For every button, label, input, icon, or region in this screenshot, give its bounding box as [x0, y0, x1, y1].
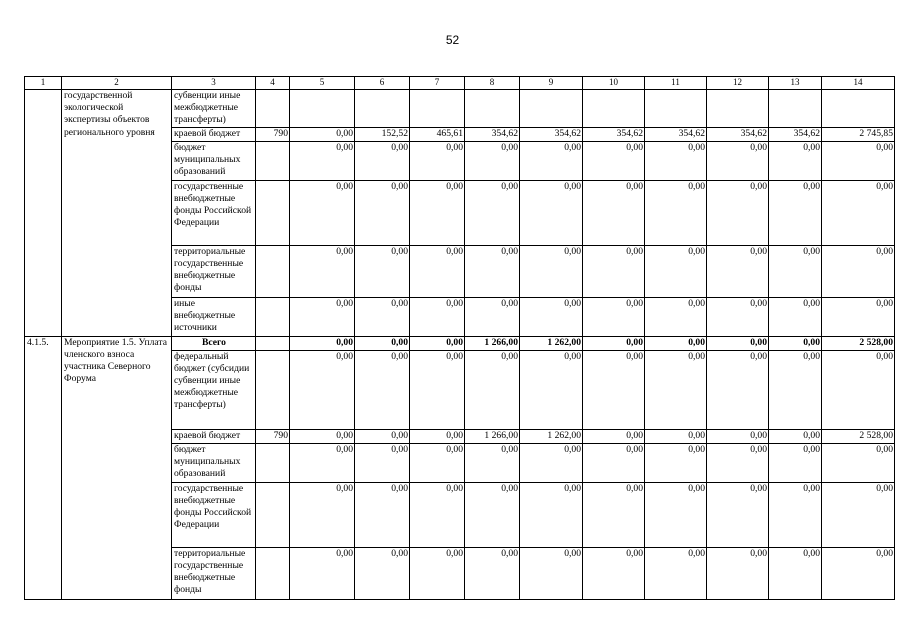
amount-cell: 0,00	[520, 350, 583, 429]
amount-cell: 0,00	[707, 297, 769, 336]
amount-cell: 1 262,00	[520, 429, 583, 443]
amount-cell: 354,62	[520, 127, 583, 141]
amount-cell: 0,00	[583, 350, 645, 429]
item-number-cell	[25, 90, 62, 337]
amount-cell: 0,00	[645, 350, 707, 429]
amount-cell: 0,00	[645, 297, 707, 336]
amount-cell	[465, 90, 520, 128]
amount-cell: 354,62	[583, 127, 645, 141]
budget-code-cell: 790	[256, 429, 290, 443]
funding-source-cell: территориальные государственные внебюджетные фонды	[172, 547, 256, 599]
amount-cell: 0,00	[465, 482, 520, 547]
amount-cell: 0,00	[583, 547, 645, 599]
amount-cell: 0,00	[290, 429, 355, 443]
column-header-11: 11	[645, 77, 707, 90]
funding-source-cell: государственные внебюджетные фонды Российской Федерации	[172, 482, 256, 547]
budget-code-cell	[256, 443, 290, 482]
funding-source-cell: краевой бюджет	[172, 127, 256, 141]
column-header-13: 13	[769, 77, 822, 90]
amount-cell: 0,00	[769, 180, 822, 245]
amount-cell: 0,00	[707, 443, 769, 482]
amount-cell: 0,00	[583, 482, 645, 547]
amount-cell: 0,00	[583, 245, 645, 297]
amount-cell: 0,00	[645, 443, 707, 482]
amount-cell	[769, 90, 822, 128]
amount-cell: 0,00	[410, 547, 465, 599]
amount-cell	[520, 90, 583, 128]
budget-code-cell: 790	[256, 127, 290, 141]
amount-cell: 0,00	[769, 482, 822, 547]
amount-cell: 0,00	[822, 180, 895, 245]
amount-cell: 0,00	[707, 141, 769, 180]
amount-cell: 0,00	[520, 482, 583, 547]
amount-cell: 0,00	[769, 429, 822, 443]
amount-cell: 0,00	[465, 297, 520, 336]
amount-cell: 0,00	[465, 547, 520, 599]
budget-code-cell	[256, 180, 290, 245]
amount-cell: 0,00	[822, 141, 895, 180]
amount-cell: 0,00	[410, 429, 465, 443]
amount-cell: 0,00	[822, 297, 895, 336]
budget-code-cell	[256, 90, 290, 128]
amount-cell: 0,00	[410, 141, 465, 180]
amount-cell	[355, 90, 410, 128]
amount-cell: 0,00	[769, 336, 822, 350]
funding-source-cell: территориальные государственные внебюджетные фонды	[172, 245, 256, 297]
amount-cell: 0,00	[769, 350, 822, 429]
column-header-4: 4	[256, 77, 290, 90]
funding-source-cell: федеральный бюджет (субсидии субвенции иные межбюджетные трансферты)	[172, 350, 256, 429]
amount-cell: 0,00	[465, 350, 520, 429]
funding-source-cell: Всего	[172, 336, 256, 350]
amount-cell: 0,00	[822, 443, 895, 482]
amount-cell: 0,00	[410, 180, 465, 245]
amount-cell: 0,00	[410, 482, 465, 547]
amount-cell: 0,00	[290, 297, 355, 336]
amount-cell: 0,00	[645, 245, 707, 297]
amount-cell: 354,62	[465, 127, 520, 141]
table-row	[25, 90, 895, 128]
amount-cell: 0,00	[822, 482, 895, 547]
amount-cell: 0,00	[355, 297, 410, 336]
table-row	[25, 336, 895, 350]
amount-cell: 0,00	[290, 127, 355, 141]
funding-source-cell: иные внебюджетные источники	[172, 297, 256, 336]
amount-cell: 0,00	[583, 297, 645, 336]
column-header-12: 12	[707, 77, 769, 90]
amount-cell: 0,00	[645, 180, 707, 245]
amount-cell: 0,00	[290, 350, 355, 429]
amount-cell: 0,00	[520, 245, 583, 297]
column-header-7: 7	[410, 77, 465, 90]
amount-cell: 0,00	[645, 429, 707, 443]
amount-cell: 0,00	[707, 336, 769, 350]
amount-cell: 0,00	[583, 336, 645, 350]
funding-source-cell: субвенции иные межбюджетные трансферты)	[172, 90, 256, 128]
amount-cell: 2 528,00	[822, 336, 895, 350]
budget-table	[24, 76, 895, 600]
amount-cell: 0,00	[465, 141, 520, 180]
amount-cell: 0,00	[355, 141, 410, 180]
amount-cell: 0,00	[707, 482, 769, 547]
funding-source-cell: краевой бюджет	[172, 429, 256, 443]
amount-cell: 0,00	[645, 141, 707, 180]
amount-cell: 0,00	[290, 180, 355, 245]
budget-code-cell	[256, 336, 290, 350]
funding-source-cell: бюджет муниципальных образований	[172, 141, 256, 180]
item-name-cell: государственной экологической экспертизы объектов регионального уровня	[62, 90, 172, 337]
amount-cell: 354,62	[707, 127, 769, 141]
amount-cell: 0,00	[290, 245, 355, 297]
amount-cell: 0,00	[290, 443, 355, 482]
amount-cell: 0,00	[645, 336, 707, 350]
amount-cell	[290, 90, 355, 128]
column-header-9: 9	[520, 77, 583, 90]
amount-cell: 0,00	[355, 245, 410, 297]
budget-code-cell	[256, 245, 290, 297]
amount-cell	[410, 90, 465, 128]
amount-cell: 0,00	[410, 350, 465, 429]
amount-cell: 0,00	[410, 443, 465, 482]
amount-cell: 1 262,00	[520, 336, 583, 350]
amount-cell: 0,00	[290, 547, 355, 599]
budget-code-cell	[256, 547, 290, 599]
amount-cell: 0,00	[520, 297, 583, 336]
amount-cell: 0,00	[822, 245, 895, 297]
amount-cell: 0,00	[355, 336, 410, 350]
amount-cell: 0,00	[707, 245, 769, 297]
amount-cell: 0,00	[290, 141, 355, 180]
amount-cell: 0,00	[645, 482, 707, 547]
amount-cell: 0,00	[769, 297, 822, 336]
funding-source-cell: государственные внебюджетные фонды Российской Федерации	[172, 180, 256, 245]
column-header-6: 6	[355, 77, 410, 90]
page-number: 52	[445, 33, 460, 47]
budget-code-cell	[256, 350, 290, 429]
amount-cell: 0,00	[707, 547, 769, 599]
amount-cell: 0,00	[520, 180, 583, 245]
amount-cell: 0,00	[520, 547, 583, 599]
column-header-10: 10	[583, 77, 645, 90]
amount-cell: 0,00	[355, 443, 410, 482]
amount-cell: 0,00	[707, 429, 769, 443]
amount-cell: 0,00	[410, 297, 465, 336]
amount-cell: 0,00	[355, 429, 410, 443]
column-header-14: 14	[822, 77, 895, 90]
column-number-row	[25, 77, 895, 90]
amount-cell	[822, 90, 895, 128]
amount-cell: 0,00	[583, 429, 645, 443]
amount-cell: 0,00	[769, 443, 822, 482]
item-number-cell: 4.1.5.	[25, 336, 62, 599]
amount-cell	[707, 90, 769, 128]
amount-cell: 0,00	[583, 141, 645, 180]
amount-cell: 0,00	[583, 443, 645, 482]
amount-cell: 1 266,00	[465, 429, 520, 443]
amount-cell: 0,00	[707, 180, 769, 245]
amount-cell: 2 745,85	[822, 127, 895, 141]
amount-cell: 0,00	[822, 350, 895, 429]
amount-cell: 354,62	[769, 127, 822, 141]
column-header-3: 3	[172, 77, 256, 90]
column-header-5: 5	[290, 77, 355, 90]
amount-cell: 0,00	[769, 547, 822, 599]
amount-cell: 354,62	[645, 127, 707, 141]
item-name-cell: Мероприятие 1.5. Уплата членского взноса участника Северного Форума	[62, 336, 172, 599]
amount-cell: 0,00	[355, 482, 410, 547]
amount-cell: 0,00	[465, 443, 520, 482]
amount-cell: 2 528,00	[822, 429, 895, 443]
amount-cell: 0,00	[290, 336, 355, 350]
amount-cell	[645, 90, 707, 128]
amount-cell: 0,00	[769, 245, 822, 297]
amount-cell: 152,52	[355, 127, 410, 141]
amount-cell: 465,61	[410, 127, 465, 141]
amount-cell: 0,00	[355, 180, 410, 245]
amount-cell: 0,00	[465, 245, 520, 297]
amount-cell: 0,00	[822, 547, 895, 599]
amount-cell: 0,00	[520, 141, 583, 180]
amount-cell: 0,00	[520, 443, 583, 482]
amount-cell: 0,00	[355, 350, 410, 429]
amount-cell: 0,00	[769, 141, 822, 180]
amount-cell: 1 266,00	[465, 336, 520, 350]
budget-code-cell	[256, 482, 290, 547]
amount-cell: 0,00	[410, 245, 465, 297]
column-header-8: 8	[465, 77, 520, 90]
amount-cell	[583, 90, 645, 128]
amount-cell: 0,00	[355, 547, 410, 599]
column-header-2: 2	[62, 77, 172, 90]
amount-cell: 0,00	[410, 336, 465, 350]
budget-code-cell	[256, 141, 290, 180]
budget-code-cell	[256, 297, 290, 336]
amount-cell: 0,00	[583, 180, 645, 245]
amount-cell: 0,00	[707, 350, 769, 429]
column-header-1: 1	[25, 77, 62, 90]
funding-source-cell: бюджет муниципальных образований	[172, 443, 256, 482]
amount-cell: 0,00	[290, 482, 355, 547]
amount-cell: 0,00	[645, 547, 707, 599]
amount-cell: 0,00	[465, 180, 520, 245]
